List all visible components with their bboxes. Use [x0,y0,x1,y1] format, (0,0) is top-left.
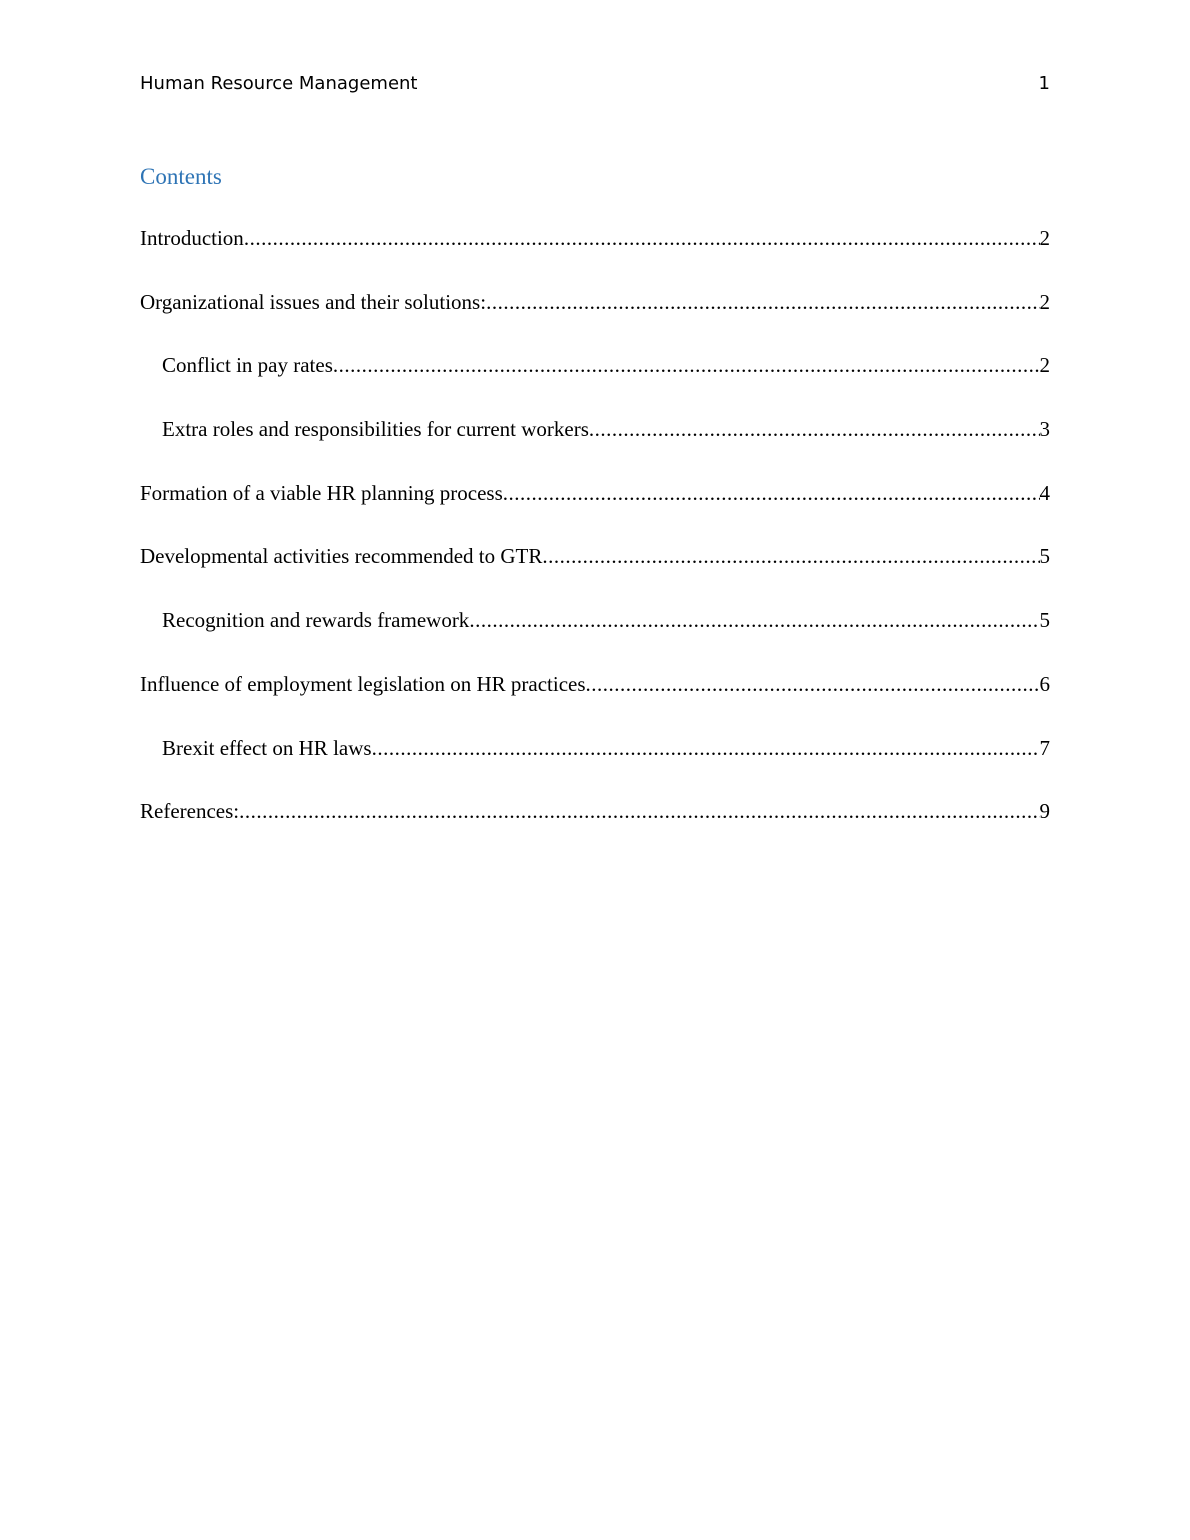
toc-entry-page-number: 5 [1039,608,1050,633]
toc-entry-label: Influence of employment legislation on HR practices [140,671,586,696]
toc-entry-label: Organizational issues and their solutions: [140,289,487,314]
header-title: Human Resource Management [140,73,418,94]
toc-entry[interactable] [140,350,1050,414]
toc-entry[interactable] [140,478,1050,542]
toc-entry[interactable] [140,669,1050,733]
toc-heading: Contents [140,164,222,189]
toc-entry[interactable] [140,733,1050,797]
toc-dot-leader [239,796,1039,826]
toc-entry-label: Conflict in pay rates [162,353,333,378]
toc-entry-page-number: 2 [1039,353,1050,378]
toc-list [140,223,1050,860]
toc-entry-page-number: 9 [1039,799,1050,824]
toc-entry-label: Brexit effect on HR laws [162,735,372,760]
toc-entry-page-number: 5 [1039,544,1050,569]
toc-entry-page-number: 2 [1039,289,1050,314]
toc-entry-page-number: 2 [1039,226,1050,250]
toc-entry[interactable] [140,414,1050,478]
toc-entry-label: Developmental activities recommended to GTR [140,544,543,569]
toc-entry-page-number: 4 [1039,480,1050,505]
toc-dot-leader [372,733,1040,763]
header-page-number: 1 [1038,73,1050,94]
toc-entry[interactable] [140,541,1050,605]
toc-entry[interactable] [140,796,1050,860]
page-header [140,70,1050,98]
toc-entry-page-number: 7 [1039,735,1050,760]
toc-entry-label: Recognition and rewards framework [162,608,470,633]
toc-entry-page-number: 3 [1039,417,1050,442]
toc-entry[interactable] [140,223,1050,287]
toc-entry-label: Introduction [140,226,244,250]
toc-entry-label: Formation of a viable HR planning process [140,480,503,505]
toc-dot-leader [486,287,1039,317]
toc-entry[interactable] [140,287,1050,351]
toc-dot-leader [244,223,1040,253]
toc-entry-label: Extra roles and responsibilities for current workers [162,417,589,442]
toc-entry-label: References: [140,799,240,824]
toc-dot-leader [469,605,1039,635]
toc-dot-leader [333,350,1040,380]
table-of-contents [140,160,1050,860]
toc-dot-leader [542,541,1039,571]
toc-dot-leader [589,414,1040,444]
toc-dot-leader [503,478,1040,508]
toc-entry-page-number: 6 [1039,671,1050,696]
toc-dot-leader [586,669,1040,699]
toc-entry[interactable] [140,605,1050,669]
